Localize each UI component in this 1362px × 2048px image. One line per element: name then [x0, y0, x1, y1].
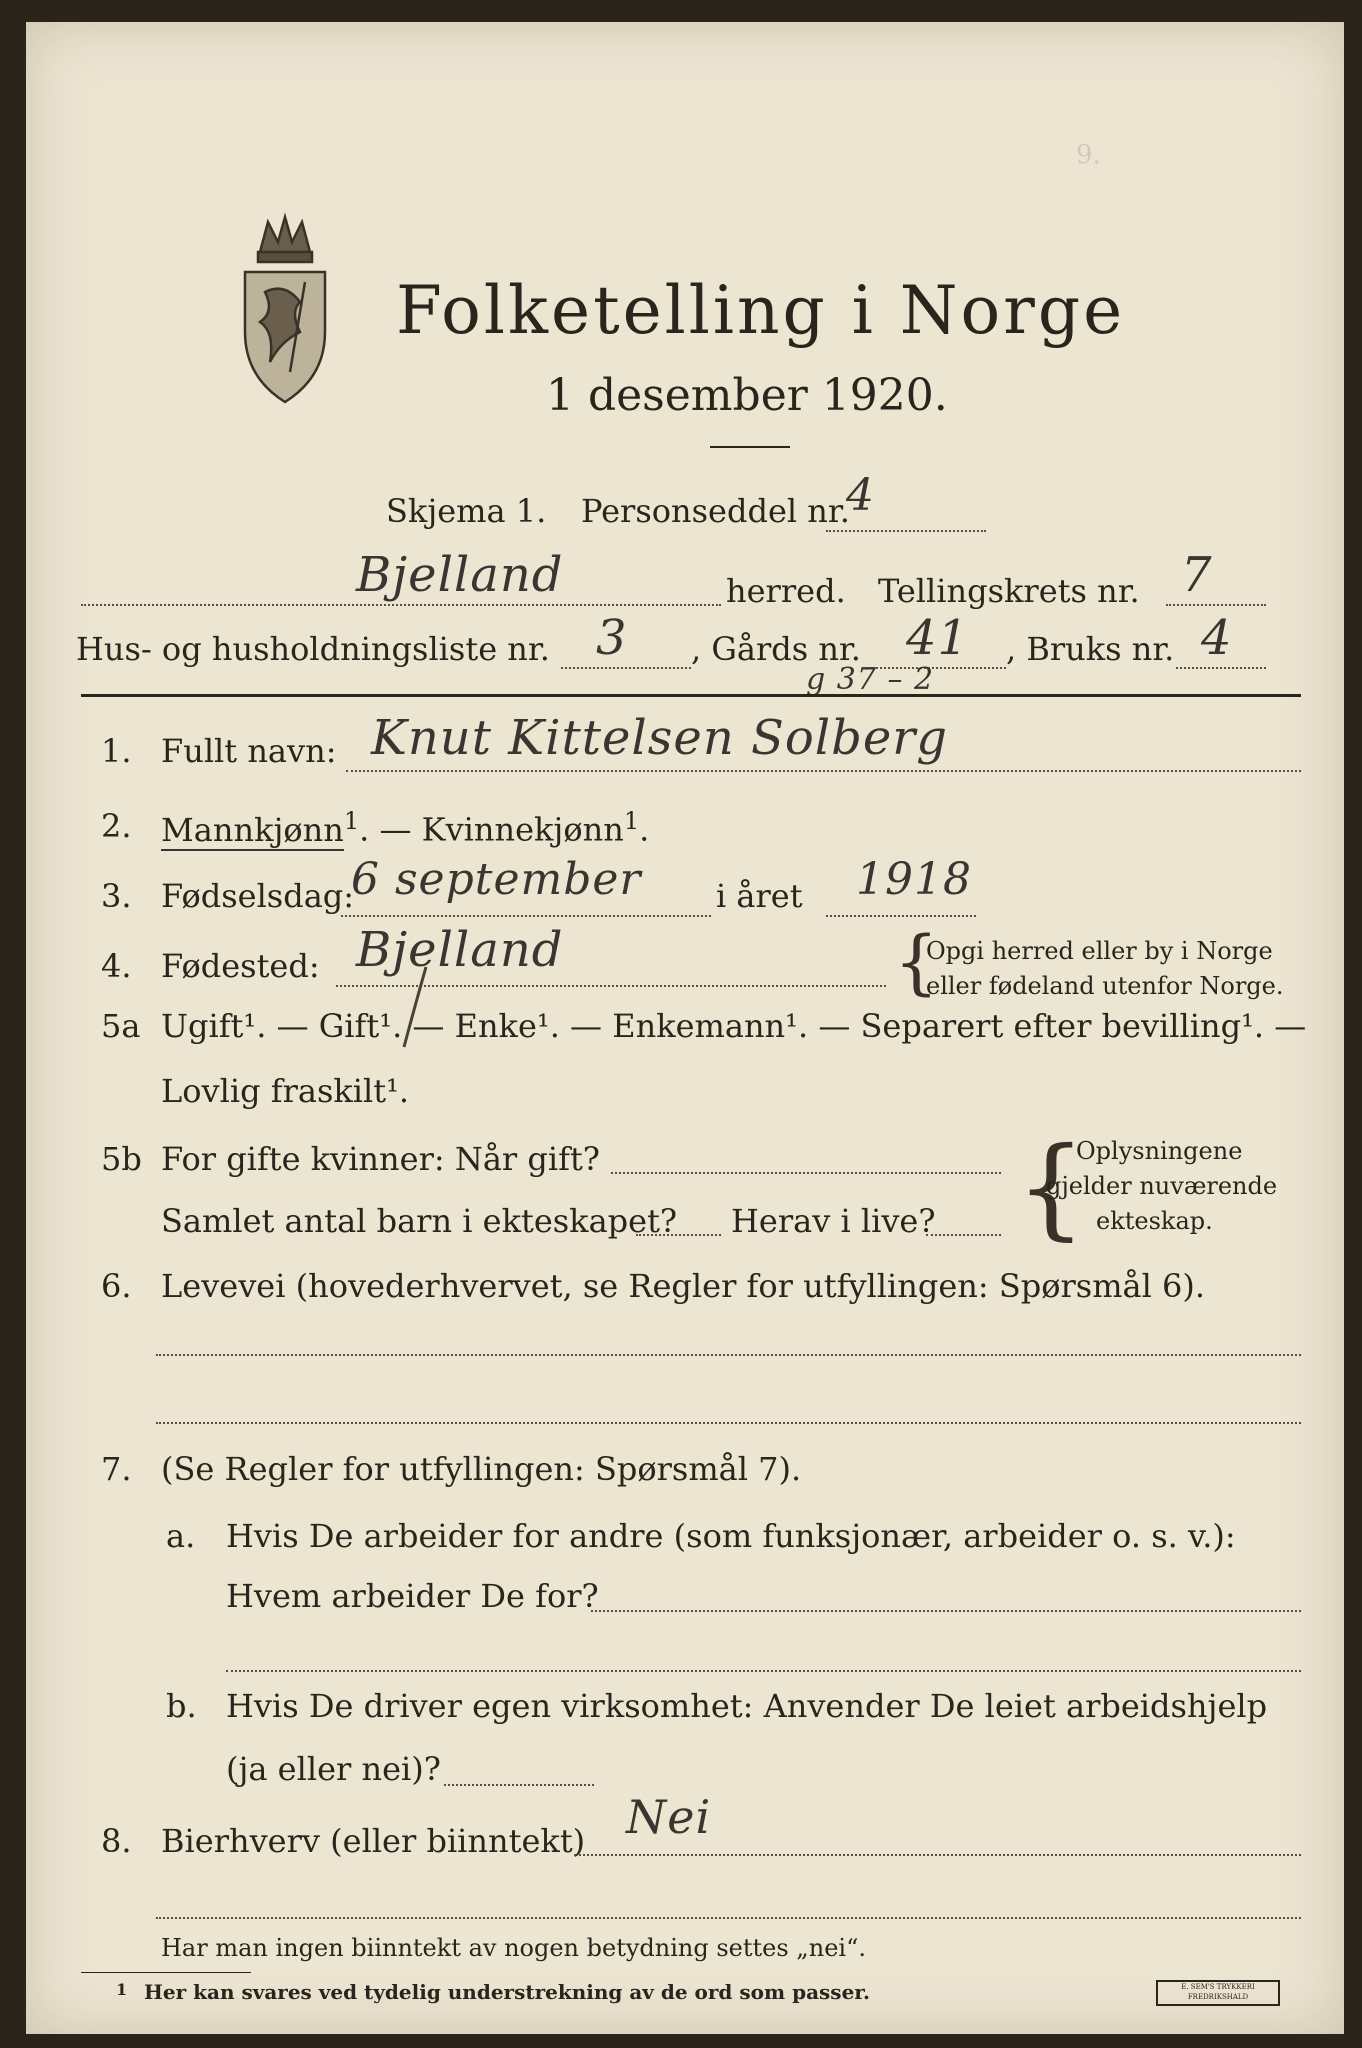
q7a-number: a. [166, 1517, 196, 1555]
q4-value: Bjelland [356, 922, 564, 978]
q5b-note-1: Oplysningene [1076, 1137, 1243, 1165]
q6-line-1 [156, 1354, 1301, 1356]
q1-label: Fullt navn: [161, 732, 337, 770]
q2-options: Mannkjønn$^1$. — Kvinnekjønn$^1$. [161, 807, 650, 849]
q5b-note-3: ekteskap. [1096, 1207, 1213, 1235]
q6-number: 6. [101, 1267, 132, 1305]
q5b-label-3: Herav i live? [731, 1202, 936, 1240]
q5b-number: 5b [101, 1140, 142, 1178]
printer-stamp: E. SEM'S TRYKKERI FREDRIKSHALD [1156, 1980, 1280, 2006]
hus-liste-value: 3 [596, 610, 628, 666]
q4-brace: { [894, 921, 939, 1003]
q8-line-1 [574, 1854, 1301, 1856]
q8-line-2 [156, 1917, 1301, 1919]
hus-correction: g 37 – 2 [806, 662, 935, 697]
herred-label: herred. [726, 572, 846, 610]
q2-female-sup: 1 [623, 807, 640, 835]
q7b-text-2: (ja eller nei)? [226, 1750, 441, 1788]
gards-label: , Gårds nr. [691, 630, 861, 668]
q5a-text-2: Lovlig fraskilt¹. [161, 1072, 410, 1110]
footnote-text: Her kan svares ved tydelig understrekning av de ord som passer. [144, 1980, 870, 2004]
q8-number: 8. [101, 1822, 132, 1860]
bruks-line [1176, 667, 1266, 669]
q3-value: 6 september [351, 854, 642, 905]
herred-value: Bjelland [356, 547, 564, 603]
q3-year-value: 1918 [856, 854, 972, 905]
q6-line-2 [156, 1422, 1301, 1424]
q1-line [346, 770, 1301, 772]
schema-label: Skjema 1. [386, 492, 547, 530]
q7a-text-2: Hvem arbeider De for? [226, 1577, 599, 1615]
q5a-text: Ugift¹. — Gift¹. — Enke¹. — Enkemann¹. — Separert efter bevilling¹. — [161, 1007, 1307, 1045]
footnote-rule [81, 1972, 251, 1973]
q2-number: 2. [101, 807, 132, 845]
bruks-label: , Bruks nr. [1006, 630, 1175, 668]
herred-line [81, 604, 721, 606]
tellingskrets-line [1166, 604, 1266, 606]
q7b-text: Hvis De driver egen virksomhet: Anvender De leiet arbeidshjelp [226, 1687, 1268, 1725]
personseddel-line [826, 530, 986, 532]
q4-note-2: eller fødeland utenfor Norge. [926, 972, 1284, 1000]
q1-value: Knut Kittelsen Solberg [371, 710, 948, 766]
q5b-brace: { [1016, 1123, 1086, 1251]
q3-line [341, 915, 711, 917]
q8-value: Nei [626, 1790, 712, 1844]
hus-label: Hus- og husholdningsliste nr. [76, 630, 550, 668]
q4-note-1: Opgi herred eller by i Norge [926, 937, 1273, 965]
bruks-value: 4 [1201, 610, 1233, 666]
bleed-through-text: 9. [1076, 140, 1101, 170]
header-rule [81, 694, 1301, 697]
q7a-line-1 [591, 1610, 1301, 1612]
q2-female: Kvinnekjønn [421, 810, 624, 849]
tellingskrets-label: Tellingskrets nr. [878, 572, 1140, 610]
q7b-line [444, 1784, 594, 1786]
personseddel-value: 4 [846, 470, 875, 521]
census-form [26, 22, 1344, 2034]
q4-number: 4. [101, 947, 132, 985]
hus-liste-line [561, 667, 691, 669]
q3-year-label: i året [716, 877, 803, 915]
q3-number: 3. [101, 877, 132, 915]
q2-male-sup: 1 [343, 807, 360, 835]
coat-of-arms-icon [230, 212, 340, 412]
q2-separator: . — [359, 810, 422, 849]
q5a-number: 5a [101, 1007, 141, 1045]
footnote-mark: 1 [116, 1980, 128, 1999]
q6-text: Levevei (hovederhvervet, se Regler for utfyllingen: Spørsmål 6). [161, 1267, 1206, 1305]
tellingskrets-value: 7 [1181, 547, 1213, 603]
title-divider [710, 446, 790, 448]
q3-label: Fødselsdag: [161, 877, 355, 915]
form-date: 1 desember 1920. [546, 370, 948, 421]
q7b-number: b. [166, 1687, 197, 1725]
q1-number: 1. [101, 732, 132, 770]
q5b-label-2: Samlet antal barn i ekteskapet? [161, 1202, 678, 1240]
q2-male: Mannkjønn [161, 810, 344, 849]
q5b-line-2 [636, 1234, 721, 1236]
footer-note: Har man ingen biinntekt av nogen betydning settes „nei“. [161, 1934, 866, 1962]
q7a-line-2 [226, 1670, 1301, 1672]
q4-label: Fødested: [161, 947, 320, 985]
q7a-text: Hvis De arbeider for andre (som funksjonær, arbeider o. s. v.): [226, 1517, 1236, 1555]
form-title: Folketelling i Norge [396, 272, 1126, 349]
personseddel-label: Personseddel nr. [581, 492, 850, 530]
q5b-note-2: gjelder nuværende [1046, 1172, 1278, 1200]
q7-text: (Se Regler for utfyllingen: Spørsmål 7). [161, 1450, 802, 1488]
q3-year-line [826, 915, 976, 917]
q7-number: 7. [101, 1450, 132, 1488]
gards-value: 41 [906, 610, 970, 666]
q5b-line-3 [926, 1234, 1001, 1236]
q5b-label-1: For gifte kvinner: Når gift? [161, 1140, 600, 1178]
q8-label: Bierhverv (eller biinntekt) [161, 1822, 586, 1860]
q5b-line-1 [611, 1172, 1001, 1174]
